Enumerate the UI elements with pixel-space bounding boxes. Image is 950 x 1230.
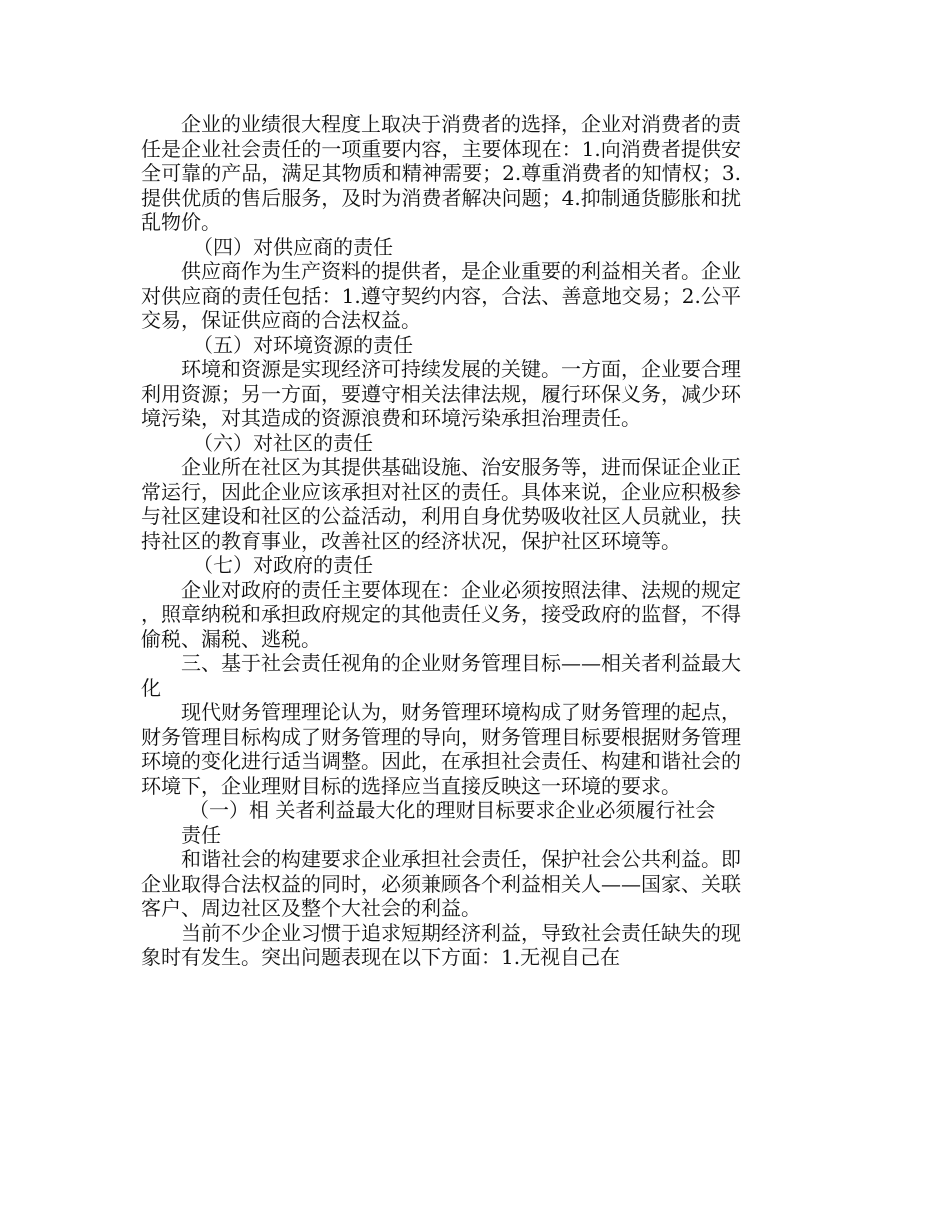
- paragraph-consumer-responsibility: 企业的业绩很大程度上取决于消费者的选择，企业对消费者的责任是企业社会责任的一项重要内容，主要体现在：1.向消费者提供安全可靠的产品，满足其物质和精神需要；2.尊重消费者的知情权；3.提供优质的售后服务，及时为消费者解决问题；4.抑制通货膨胀和扰乱物价。: [141, 112, 741, 234]
- document-body: [141, 112, 741, 970]
- paragraph-financial-theory: 现代财务管理理论认为，财务管理环境构成了财务管理的起点，财务管理目标构成了财务管理的导向，财务管理目标要根据财务管理环境的变化进行适当调整。因此，在承担社会责任、构建和谐社会的环境下，企业理财目标的选择应当直接反映这一环境的要求。: [141, 700, 741, 798]
- paragraph-supplier-responsibility: 供应商作为生产资料的提供者，是企业重要的利益相关者。企业对供应商的责任包括：1.遵守契约内容，合法、善意地交易；2.公平交易，保证供应商的合法权益。: [141, 259, 741, 332]
- subsection-heading-stakeholder: （一）相 关者利益最大化的理财目标要求企业必须履行社会: [189, 798, 716, 822]
- section-heading-government: （七）对政府的责任: [193, 553, 373, 577]
- paragraph-government-responsibility: 企业对政府的责任主要体现在：企业必须按照法律、法规的规定，照章纳税和承担政府规定的其他责任义务，接受政府的监督，不得偷税、漏税、逃税。: [141, 577, 741, 651]
- paragraph-community-responsibility: 企业所在社区为其提供基础设施、治安服务等，进而保证企业正常运行，因此企业应该承担对社区的责任。具体来说，企业应积极参与社区建设和社区的公益活动，利用自身优势吸收社区人员就业，扶持社区的教育事业，改善社区的经济状况，保护社区环境等。: [141, 455, 741, 553]
- paragraph-short-term-interest: 当前不少企业习惯于追求短期经济利益，导致社会责任缺失的现象时有发生。突出问题表现在以下方面：1.无视自己在: [141, 920, 741, 969]
- section-heading-supplier: （四）对供应商的责任: [193, 234, 393, 259]
- paragraph-environment-responsibility: 环境和资源是实现经济可持续发展的关键。一方面，企业要合理利用资源；另一方面，要遵守相关法律法规，履行环保义务，减少环境污染，对其造成的资源浪费和环境污染承担治理责任。: [141, 357, 741, 430]
- subsection-heading-continuation: 责任: [181, 822, 221, 847]
- paragraph-harmonious-society: 和谐社会的构建要求企业承担社会责任，保护社会公共利益。即企业取得合法权益的同时，必须兼顾各个利益相关人——国家、关联客户、周边社区及整个大社会的利益。: [141, 847, 741, 920]
- section-heading-financial-goal: 三、基于社会责任视角的企业财务管理目标——相关者利益最大化: [141, 651, 741, 700]
- section-heading-community: （六）对社区的责任: [193, 430, 373, 455]
- section-heading-environment: （五）对环境资源的责任: [193, 332, 413, 357]
